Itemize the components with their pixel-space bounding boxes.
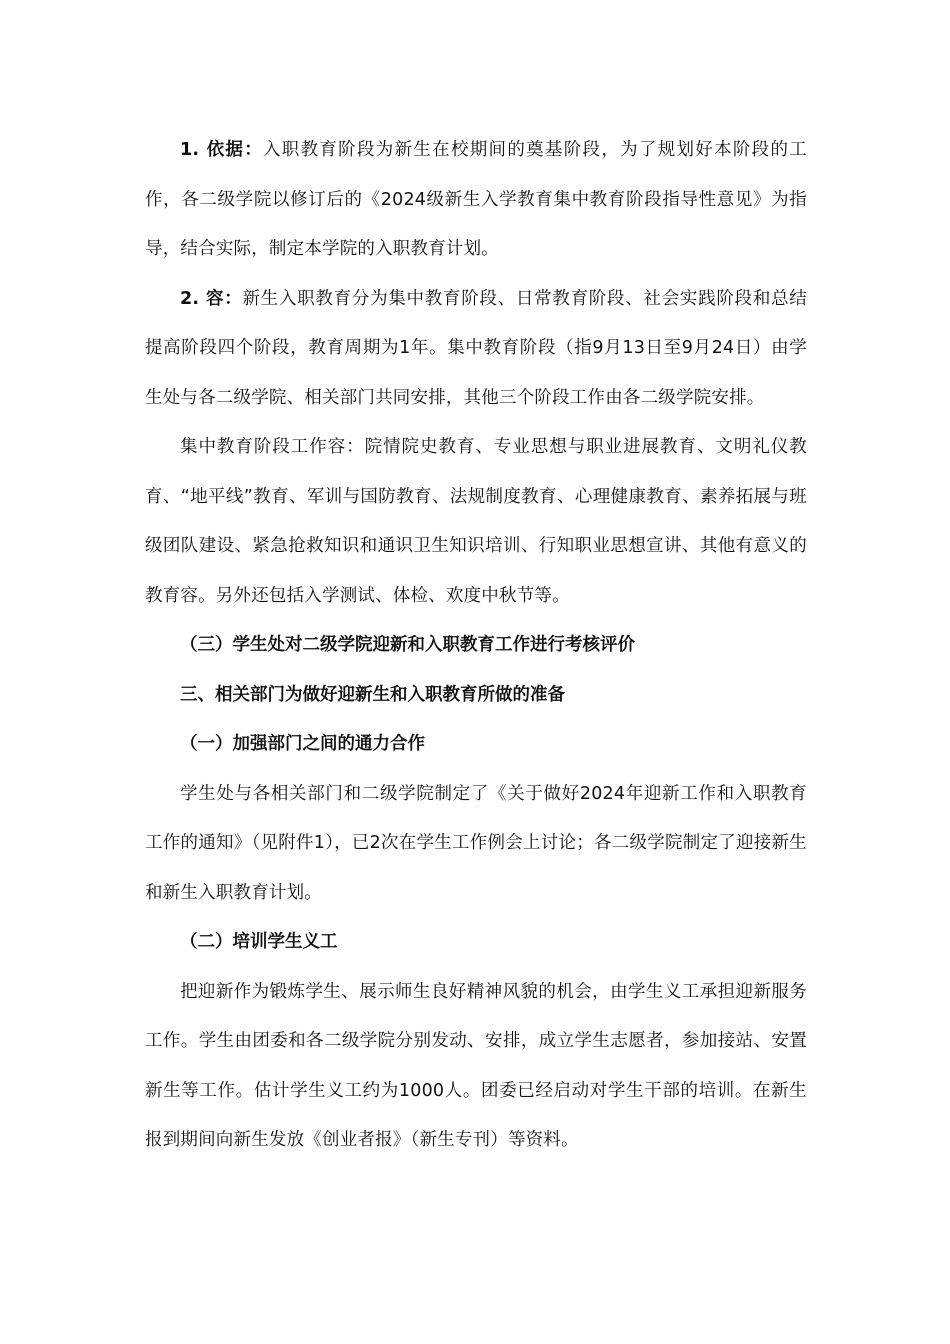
paragraph-cooperation: 学生处与各相关部门和二级学院制定了《关于做好2024年迎新工作和入职教育工作的通知》（见附件1），已2次在学生工作例会上讨论；各二级学院制定了迎接新生和新生入职教育计划。	[145, 783, 807, 903]
paragraph-text: 新生入职教育分为集中教育阶段、日常教育阶段、社会实践阶段和总结提高阶段四个阶段，教育周期为1年。集中教育阶段（指9月13日至9月24日）由学生处与各二级学院、相关部门共同安排，其他三个阶段工作由各二级学院安排。	[145, 288, 807, 408]
document-page	[145, 126, 807, 1166]
paragraph-volunteers: 把迎新作为锻炼学生、展示师生良好精神风貌的机会，由学生义工承担迎新服务工作。学生由团委和各二级学院分别发动、安排，成立学生志愿者，参加接站、安置新生等工作。估计学生义工约为1000人。团委已经启动对学生干部的培训。在新生报到期间向新生发放《创业者报》（新生专刊）等资料。	[145, 981, 807, 1150]
heading-assessment: （三）学生处对二级学院迎新和入职教育工作进行考核评价	[180, 635, 635, 655]
paragraph-lead: 1. 依据：	[180, 140, 263, 160]
paragraph-content	[145, 275, 807, 424]
paragraph-basis	[145, 126, 807, 275]
paragraph-lead: 2. 容：	[180, 288, 243, 309]
heading-section-three: 三、相关部门为做好迎新生和入职教育所做的准备	[180, 684, 565, 705]
paragraph-text: 入职教育阶段为新生在校期间的奠基阶段，为了规划好本阶段的工作，各二级学院以修订后的《2024级新生入学教育集中教育阶段指导性意见》为指导，结合实际，制定本学院的入职教育计划。	[145, 140, 807, 259]
heading-train-volunteers: （二）培训学生义工	[180, 932, 338, 952]
paragraph-text: 集中教育阶段工作容：院情院史教育、专业思想与职业进展教育、文明礼仪教育、“地平线”教育、军训与国防教育、法规制度教育、心理健康教育、素养拓展与班级团队建设、紧急抢救知识和通识卫生知识培训、行知职业思想宣讲、其他有意义的教育容。另外还包括入学测试、体检、欢度中秋节等。	[145, 437, 807, 606]
heading-cooperation: （一）加强部门之间的通力合作	[180, 734, 425, 754]
paragraph-centralized-education	[145, 423, 807, 621]
